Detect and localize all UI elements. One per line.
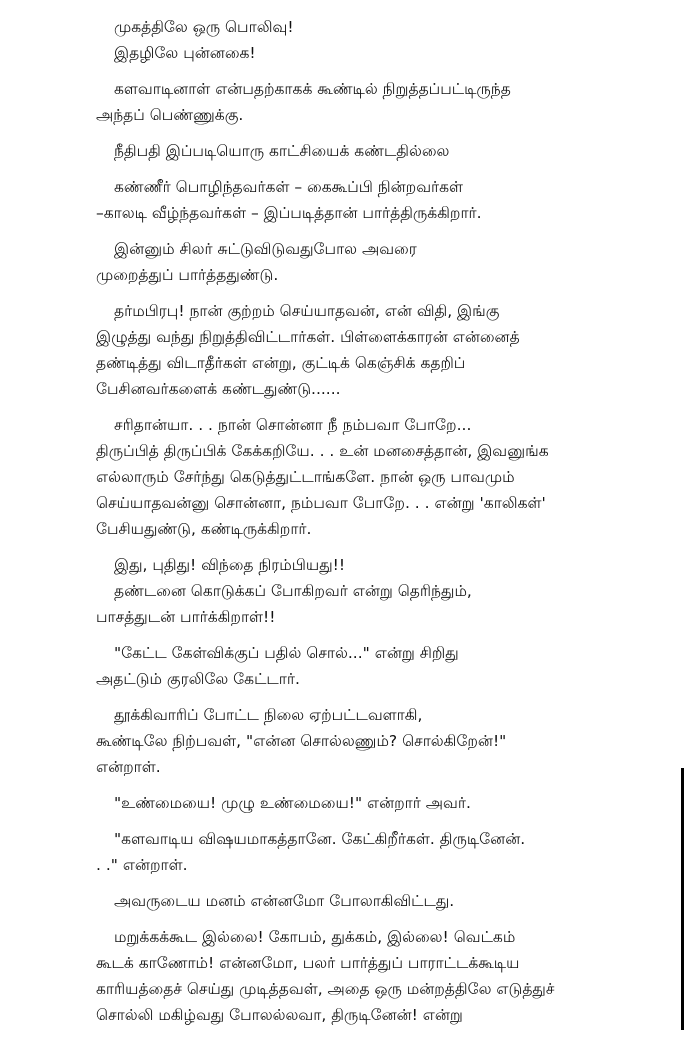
text-line: முறைத்துப் பார்த்ததுண்டு.	[96, 266, 279, 284]
text-line: நீதிபதி இப்படியொரு காட்சியைக் கண்டதில்லை	[114, 142, 450, 160]
text-line: இது, புதிது! விந்தை நிரம்பியது!!	[114, 556, 346, 574]
text-line: என்றாள்.	[96, 758, 161, 776]
text-line: . ." என்றாள்.	[96, 856, 188, 874]
text-line: தூக்கிவாரிப் போட்ட நிலை ஏற்பட்டவளாகி,	[114, 706, 423, 724]
text-line: களவாடினாள் என்பதற்காகக் கூண்டில் நிறுத்தப்பட்டிருந்த	[114, 80, 511, 98]
document-page	[96, 14, 671, 1028]
text-line: அதட்டும் குரலிலே கேட்டார்.	[96, 670, 300, 688]
text-line: அந்தப் பெண்ணுக்கு.	[96, 106, 244, 124]
text-line: இதழிலே புன்னகை!	[114, 44, 256, 62]
text-line: கண்ணீர் பொழிந்தவர்கள் – கைகூப்பி நின்றவர்கள்	[114, 178, 464, 196]
text-line: தர்மபிரபு! நான் குற்றம் செய்யாதவன், என் விதி, இங்கு	[114, 302, 500, 320]
text-line: முகத்திலே ஒரு பொலிவு!	[114, 18, 294, 36]
text-line: "களவாடிய விஷயமாகத்தானே. கேட்கிறீர்கள். திருடினேன்.	[114, 830, 526, 848]
text-line: திருப்பித் திருப்பிக் கேக்கறியே. . . உன் மனசைத்தான், இவனுங்க	[96, 442, 549, 460]
text-line: காரியத்தைச் செய்து முடித்தவள், அதை ஒரு மன்றத்திலே எடுத்துச்	[96, 980, 555, 998]
text-line: மறுக்கக்கூட இல்லை! கோபம், துக்கம், இல்லை! வெட்கம்	[114, 928, 516, 946]
text-line: சொல்லி மகிழ்வது போலல்லவா, திருடினேன்! என்று	[96, 1006, 463, 1024]
text-line: கூண்டிலே நிற்பவள், "என்ன சொல்லணும்? சொல்கிறேன்!"	[96, 732, 507, 750]
text-line: சரிதான்யா. . . நான் சொன்னா நீ நம்பவா போறே...	[114, 416, 472, 434]
text-line: அவருடைய மனம் என்னமோ போலாகிவிட்டது.	[114, 892, 455, 910]
margin-scan-mark	[681, 768, 684, 1030]
text-line: இன்னும் சிலர் சுட்டுவிடுவதுபோல அவரை	[114, 240, 417, 258]
text-line: பேசினவர்களைக் கண்டதுண்டு......	[96, 380, 341, 398]
text-line: பாசத்துடன் பார்க்கிறாள்!!	[96, 608, 276, 626]
text-line: பேசியதுண்டு, கண்டிருக்கிறார்.	[96, 520, 312, 538]
text-line: தண்டித்து விடாதீர்கள் என்று, குட்டிக் கெஞ்சிக் கதறிப்	[96, 354, 466, 372]
text-line: "கேட்ட கேள்விக்குப் பதில் சொல்..." என்று சிறிது	[114, 644, 459, 662]
text-line: தண்டனை கொடுக்கப் போகிறவர் என்று தெரிந்தும்,	[114, 582, 472, 600]
text-line: –காலடி வீழ்ந்தவர்கள் – இப்படித்தான் பார்த்திருக்கிறார்.	[96, 204, 482, 222]
text-line: செய்யாதவன்னு சொன்னா, நம்பவா போறே. . . என்று 'காலிகள்'	[96, 494, 546, 512]
text-line: எல்லாரும் சேர்ந்து கெடுத்துட்டாங்களே. நான் ஒரு பாவமும்	[96, 468, 515, 486]
text-line: கூடக் காணோம்! என்னமோ, பலர் பார்த்துப் பாராட்டக்கூடிய	[96, 954, 520, 972]
text-line: "உண்மையை! முழு உண்மையை!" என்றார் அவர்.	[114, 794, 471, 812]
text-line: இழுத்து வந்து நிறுத்திவிட்டார்கள். பிள்ளைக்காரன் என்னைத்	[96, 328, 520, 346]
